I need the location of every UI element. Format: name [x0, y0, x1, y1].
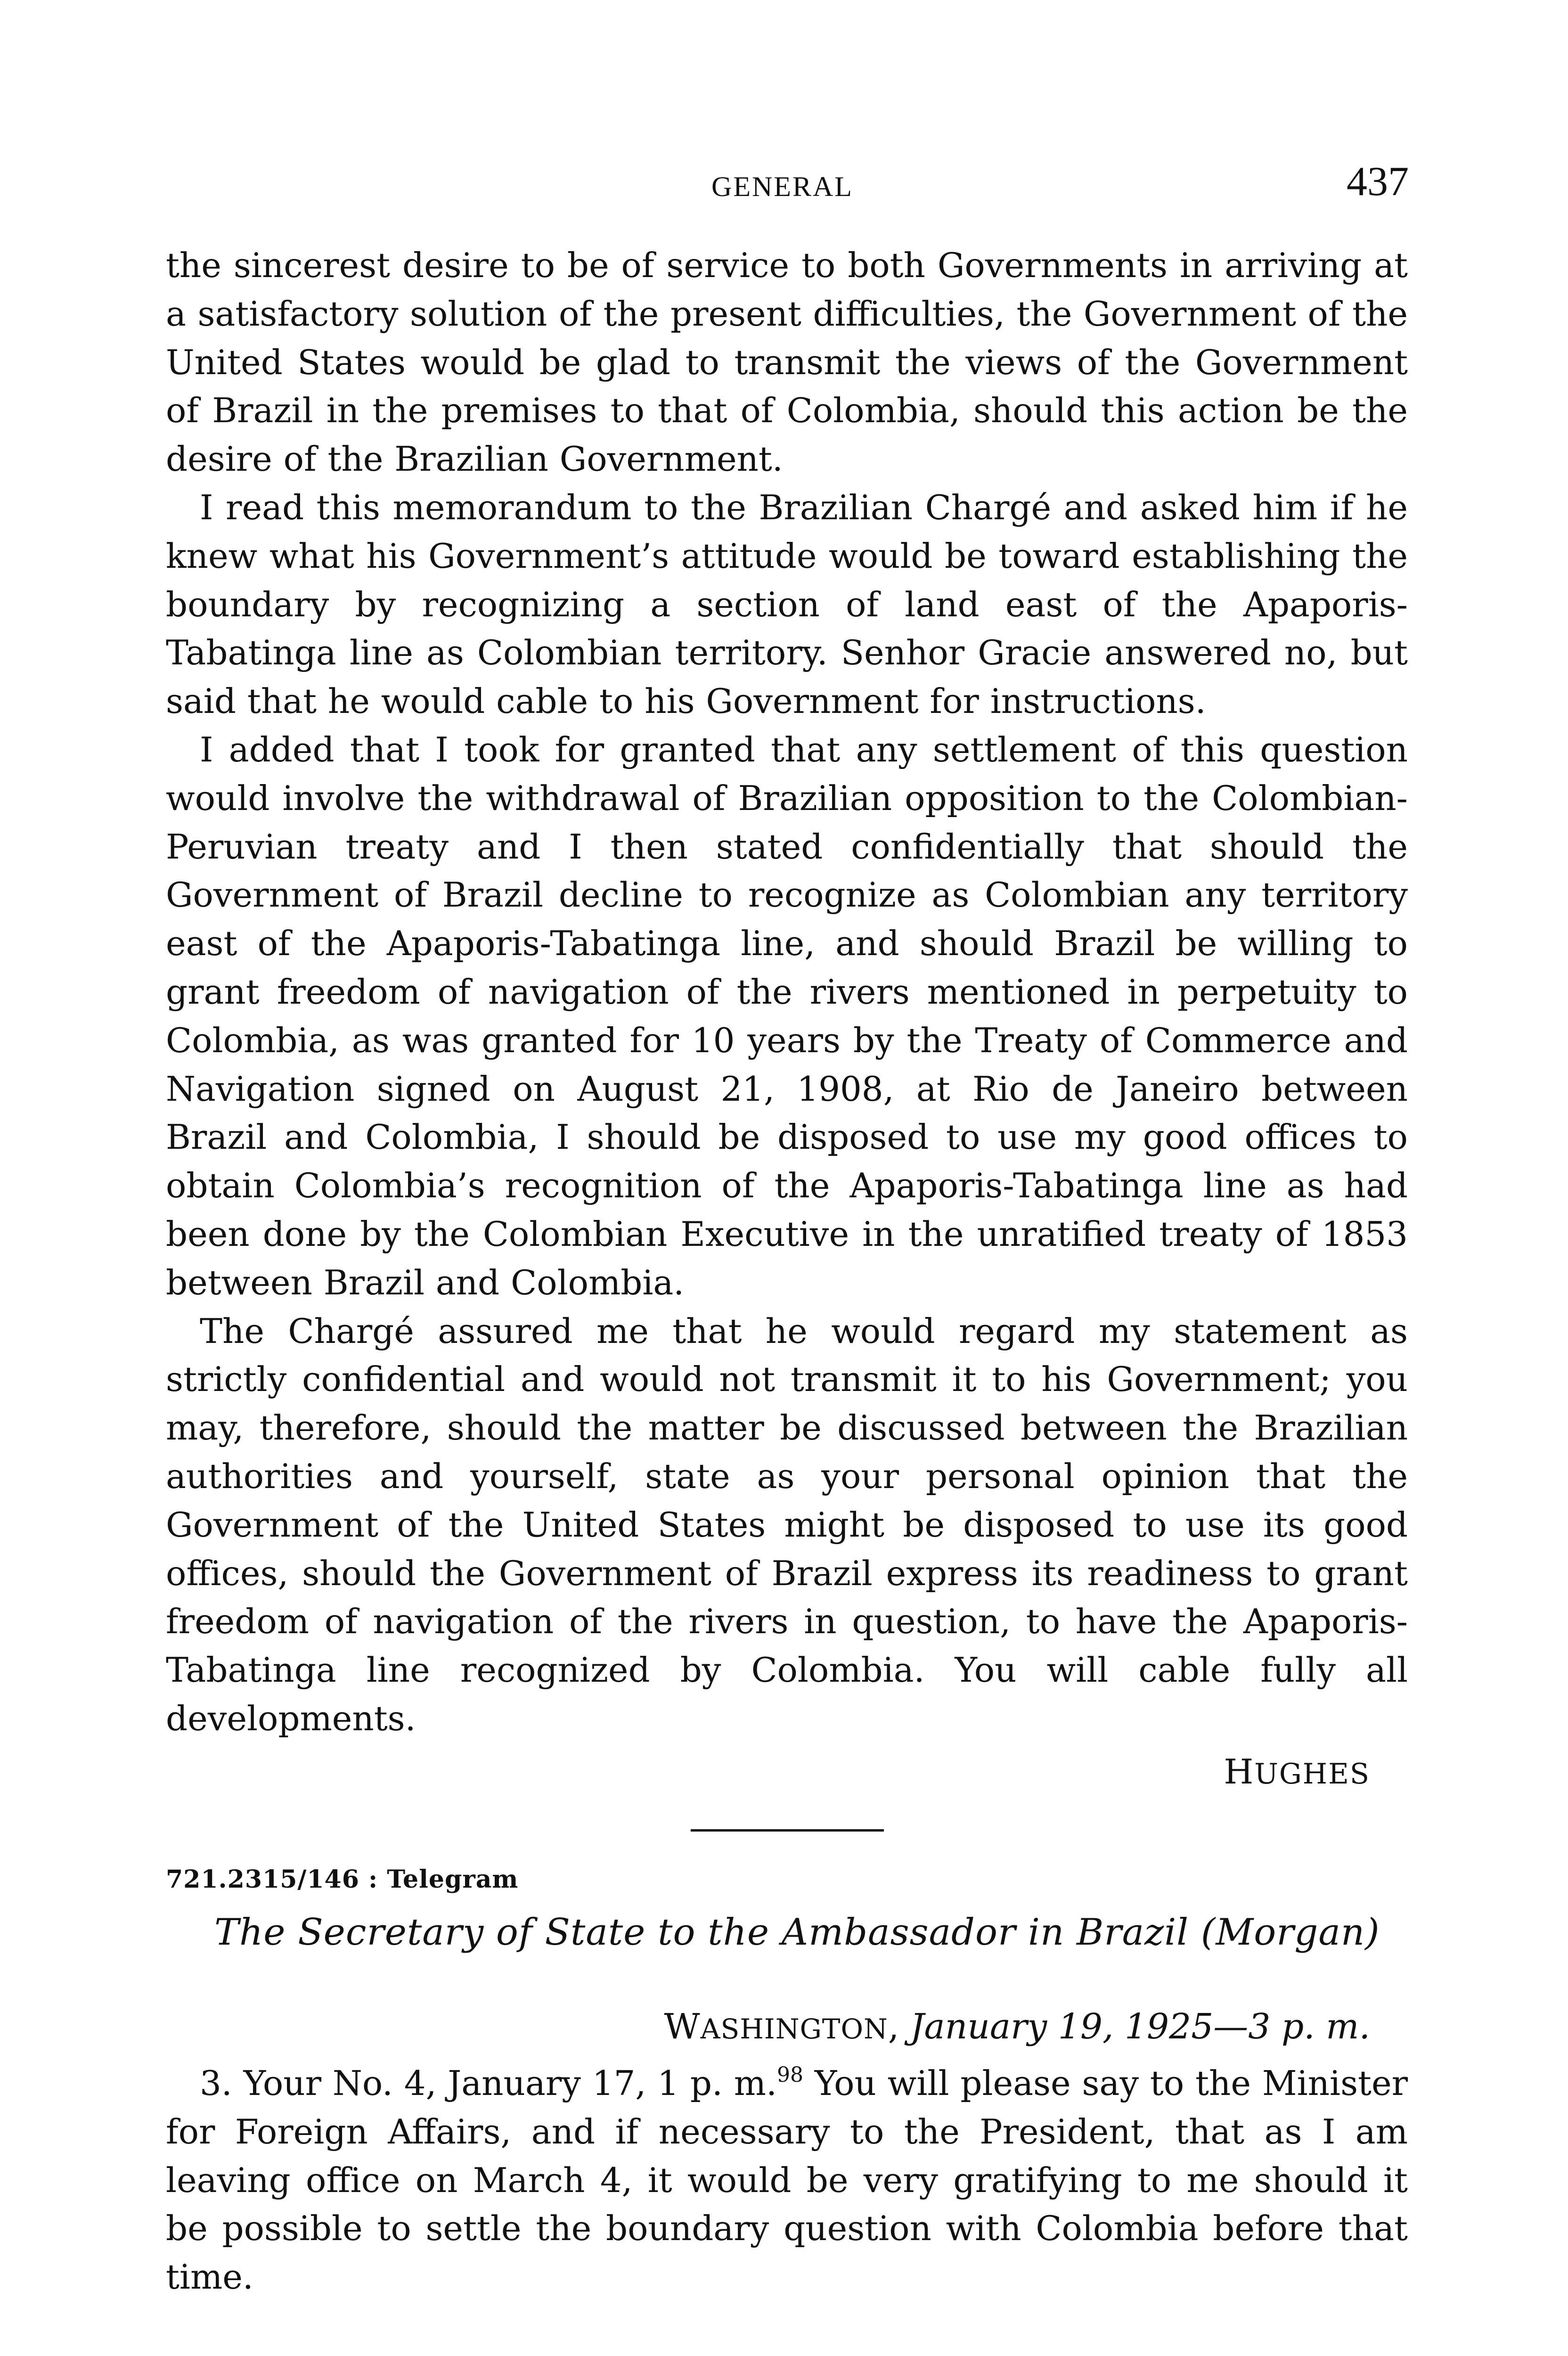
paragraph-1: the sincerest desire to be of service to both Governments in arriving at a satisfactory solution of the present difficulties, the Government of the United States would be glad to transmit the views of the Government of Brazil in the premises to that of Colombia, should this action be the desire of the Brazilian Government.	[166, 245, 1408, 479]
footnote-reference: 98	[776, 2063, 803, 2087]
running-header: GENERAL	[711, 171, 853, 202]
section-divider	[691, 1829, 884, 1832]
letter-body	[166, 241, 1408, 1743]
paragraph-2: I read this memorandum to the Brazilian Chargé and asked him if he knew what his Government’s attitude would be toward establishing the boundary by recognizing a section of land east of the Apaporis-Tabatinga line as Colombian territory. Senhor Gracie answered no, but said that he would cable to his Government for instructions.	[166, 487, 1408, 721]
dateline	[664, 2006, 1370, 2047]
telegram-text-start: 3. Your No. 4, January 17, 1 p. m.	[200, 2063, 777, 2103]
dateline-place-initial: W	[664, 2006, 701, 2047]
signature-initial: H	[1224, 1752, 1255, 1792]
telegram-text-rest: You will please say to the Minister for Foreign Affairs, and if necessary to the President, that as I am leaving office on March 4, it would be very gratifying to me should it be possible to settle the boundary question with Colombia before that time.	[166, 2063, 1408, 2297]
paragraph-3: I added that I took for granted that any settlement of this question would involve the withdrawal of Brazilian opposition to the Colombian-Peruvian treaty and I then stated confidentially that should the Government of Brazil decline to recognize as Colombian any territory east of the Apaporis-Tabatinga line, and should Brazil be willing to grant freedom of navigation of the rivers mentioned in perpetuity to Colombia, as was granted for 10 years by the Treaty of Commerce and Navigation signed on August 21, 1908, at Rio de Janeiro between Brazil and Colombia, I should be disposed to use my good offices to obtain Colombia’s recognition of the Apaporis-Tabatinga line as had been done by the Colombian Executive in the unratified treaty of 1853 between Brazil and Colombia.	[166, 729, 1408, 1302]
paragraph-4: The Chargé assured me that he would regard my statement as strictly confidential and would not transmit it to his Government; you may, therefore, should the matter be discussed between the Brazilian authorities and yourself, state as your personal opinion that the Government of the United States might be disposed to use its good offices, should the Government of Brazil express its readiness to grant freedom of navigation of the rivers in question, to have the Apaporis-Tabatinga line recognized by Colombia. You will cable fully all developments.	[166, 1311, 1408, 1738]
dateline-place-rest: ASHINGTON	[700, 2013, 888, 2045]
telegram-paragraph	[166, 2059, 1408, 2301]
signature	[1224, 1752, 1370, 1792]
dateline-separator: ,	[888, 2006, 899, 2047]
document-title: The Secretary of State to the Ambassador in Brazil (Morgan)	[214, 1911, 1380, 1954]
dateline-date: January 19, 1925—3 p. m.	[910, 2006, 1370, 2047]
page-number: 437	[1347, 159, 1409, 205]
file-reference: 721.2315/146 : Telegram	[166, 1865, 519, 1894]
dateline-place	[664, 2006, 888, 2047]
telegram-body	[166, 2059, 1408, 2301]
signature-rest: UGHES	[1254, 1758, 1370, 1791]
